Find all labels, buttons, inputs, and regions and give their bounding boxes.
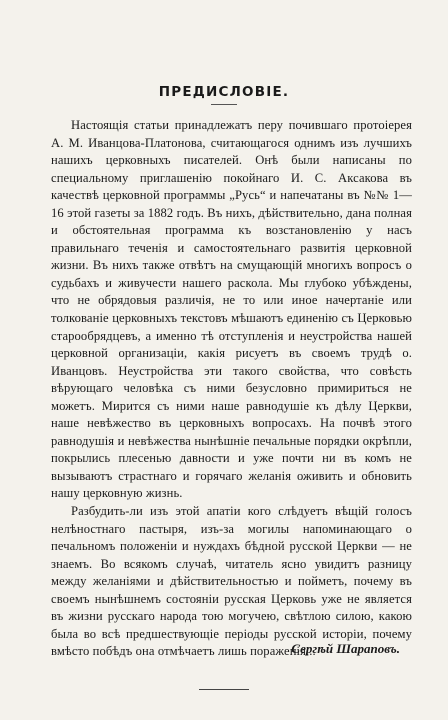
- preface-body: [51, 117, 412, 661]
- title-ornament-rule: [211, 104, 237, 105]
- page-title: ПРЕДИСЛОВІЕ.: [158, 84, 290, 100]
- author-signature: Сергѣй Шараповъ.: [291, 641, 400, 656]
- paragraph-1: Настоящія статьи принадлежатъ перу почившаго протоіерея А. М. Иванцова-Платонова, считающагося однимъ изъ лучшихъ нашихъ церковныхъ писателей. Онѣ были написаны по специальному приглашенію покойнаго И. С. Аксакова въ качествѣ церковной программы „Русь“ и напечатаны въ №№ 1—16 этой газеты за 1882 годъ. Въ нихъ, дѣйствительно, дана полная и обстоятельная программа къ возстановленію у насъ правильнаго теченія и самостоятельнаго развитія церковной жизни. Въ нихъ также отвѣтъ на смущающій многихъ вопросъ о судьбахъ и живучести нашего раскола. Мы глубоко убѣждены, что не обрядовыя различія, не то или иное начертаніе или толкованіе церковныхъ текстовъ мѣшаютъ единенію съ Церковью старообрядцевъ, а именно тѣ отступленія и неустройства нашей церковной организаціи, какія рисуетъ въ своемъ трудѣ о. Иванцовъ. Неустройства эти такого свойства, что совѣсть вѣрующаго человѣка съ ними безусловно примириться не можетъ. Мирится съ ними наше равнодушіе къ дѣлу Церкви, наше невѣжество въ церковныхъ вопросахъ. На почвѣ этого равнодушія и невѣжества нынѣшніе печальные порядки окрѣпли, покрылись плесенью давности и уже почти ни въ комъ не вызываютъ страстнаго и горячаго желанія оживить и обновить нашу церковную жизнь.: [51, 118, 412, 501]
- paragraph-2: Разбудить-ли изъ этой апатіи кого слѣдуетъ вѣщій голосъ нелѣностнаго пастыря, изъ-за могилы напоминающаго о печальномъ положеніи и нуждахъ бѣдной русской Церкви — не знаемъ. Во всякомъ случаѣ, читатель ясно увидитъ разницу между желаніями и дѣйствительностью и пойметъ, почему въ своемъ нынѣшнемъ состояніи русская Церковь уже не является въ жизни русскаго народа тою могучею, свѣтлою силою, какою была во всѣ предшествующіе періоды русской исторіи, почему вмѣсто побѣдъ она отмѣчаетъ лишь пораженія...: [51, 504, 412, 659]
- closing-rule: [199, 689, 249, 690]
